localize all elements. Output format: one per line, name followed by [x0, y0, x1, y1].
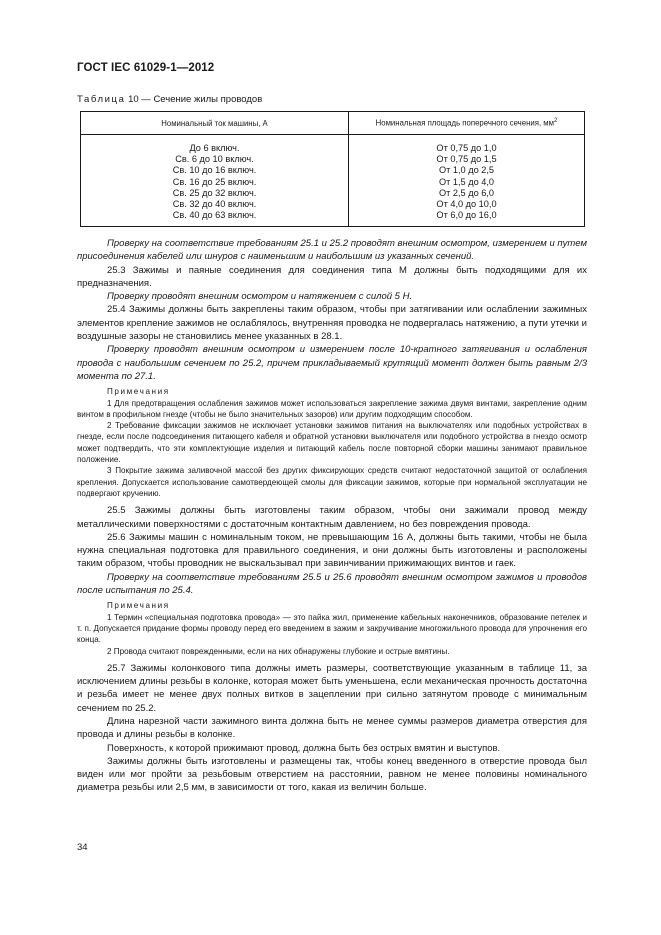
paragraph-25-7: 25.7 Зажимы колонкового типа должны иметь размеры, соответствующие указанным в таблице 11, за исключением длины резьбы в колонке, которая может быть уменьшена, если механическая прочность достаточна и резьба имеет не менее двух полных витков в зацеплении при сильно затянутом проводе с минимальным сечением по 25.2.: [77, 662, 587, 714]
paragraph-check-25-1-25-2: Проверку на соответствие требованиям 25.1 и 25.2 проводят внешним осмотром, измерением и путем присоединения кабелей или шнуров с наименьшим и наибольшим из указанных сечений.: [77, 238, 587, 263]
note-item: 1 Для предотвращения ослабления зажимов может использоваться закрепление зажима двумя винтами, закрепление одним винтом в профильном гнезде (чтобы не было значительных зазоров) или другим подходящим способом.: [77, 398, 587, 419]
note-item: 3 Покрытие зажима заливочной массой без других фиксирующих средств считают недостаточной защитой от ослабления крепления. Допускается использование самотвердеющей смолы для фиксации зажимов, которые при нормальной эксплуатации не подвергают кручению.: [77, 466, 587, 498]
table-cell-area: От 0,75 до 1,0: [436, 143, 497, 153]
table-area-column: [349, 135, 585, 227]
page-number: 34: [77, 842, 88, 853]
paragraph-check-25-3: Проверку проводят внешним осмотром и натяжением с силой 5 Н.: [107, 291, 413, 303]
paragraph-screw-length: Длина нарезной части зажимного винта должна быть не менее суммы размеров диаметра отверстия для провода и длины резьбы в колонке.: [77, 715, 587, 741]
wire-section-table: [80, 111, 585, 227]
paragraph-25-4: 25.4 Зажимы должны быть закреплены таким образом, чтобы при затягивании или ослаблении зажимных элементов крепление зажимов не ослаблялось, внутренняя проводка не подвергалась натяжению, а пути утечки и воздушные зазоры не становились менее указанных в 28.1.: [77, 304, 587, 343]
table-cell-area: От 1,5 до 4,0: [438, 176, 495, 187]
table-cell-area: От 2,5 до 6,0: [438, 187, 495, 198]
paragraph-25-6: 25.6 Зажимы машин с номинальным током, не превышающим 16 А, должны быть такими, чтобы не была нужна специальная подготовка для правильного соединения, и они должны быть изготовлены и расположены таким образом, чтобы проводник не выскальзывал при завинчивании прижимающих винтов и гаек.: [77, 531, 587, 570]
table-header-current: Номинальный ток машины, А: [81, 112, 349, 135]
note-item: 2 Провода считают поврежденными, если на них обнаружены глубокие и острые вмятины.: [107, 646, 450, 656]
table-cell-current: Св. 6 до 10 включ.: [175, 154, 254, 165]
paragraph-25-3: 25.3 Зажимы и паяные соединения для соединения типа M должны быть подходящими для их предназначения.: [77, 264, 587, 289]
table-header-area: [349, 112, 585, 135]
table-cell-area: От 6,0 до 16,0: [436, 210, 497, 221]
table-header-area-sup: 2: [554, 118, 558, 125]
table-cell-current: Св. 25 до 32 включ.: [172, 187, 257, 198]
table-header-area-label: Номинальная площадь поперечного сечения, мм: [375, 118, 555, 128]
table-header-row: [81, 112, 585, 135]
table-caption: [77, 94, 262, 105]
notes-heading: Примечания: [107, 601, 170, 611]
notes-block-1: [77, 386, 587, 499]
note-item: 1 Термин «специальная подготовка провода» — это пайка жил, применение кабельных наконечников, образование петелек и т. п. Допускается придание формы проводу перед его введением в зажим и закручивание многожильного провода для упрочнения его конца.: [77, 612, 587, 645]
table-cell-current: Св. 40 до 63 включ.: [172, 210, 257, 221]
paragraph-check-25-5-25-6: Проверку на соответствие требованиям 25.5 и 25.6 проводят внешним осмотром зажимов и проводов после испытания по 25.4.: [77, 571, 587, 597]
paragraph-terminal-placement: Зажимы должны быть изготовлены и размещены так, чтобы конец введенного в отверстие провода был виден или мог пройти за резьбовым отверстием на расстоянии, равном не менее половины номинального диаметра резьбы или 2,5 мм, в зависимости от того, какая из величин больше.: [77, 755, 587, 794]
table-cell-current: Св. 10 до 16 включ.: [172, 165, 257, 176]
table-cell-current: До 6 включ.: [189, 143, 240, 153]
body-text: [77, 237, 587, 795]
table-body-row: [81, 135, 585, 227]
table-cell-current: Св. 16 до 25 включ.: [172, 176, 257, 187]
table-caption-label: Таблица: [77, 94, 126, 105]
table-caption-title: 10 — Сечение жилы проводов: [125, 94, 263, 105]
table-current-column: [81, 135, 349, 227]
document-header: ГОСТ IEC 61029-1—2012: [77, 62, 215, 74]
paragraph-surface: Поверхность, к которой прижимают провод, должна быть без острых вмятин и выступов.: [107, 742, 501, 754]
table-cell-area: От 4,0 до 10,0: [436, 199, 497, 210]
table-cell-area: От 0,75 до 1,5: [436, 154, 497, 165]
notes-heading: Примечания: [107, 387, 170, 397]
paragraph-check-25-4: Проверку проводят внешним осмотром и измерением после 10-кратного затягивания и ослабления провода с наибольшим сечением по 25.2, причем прикладываемый крутящий момент должен быть равным 2/3 момента по 27.1.: [77, 344, 587, 382]
table-cell-area: От 1,0 до 2,5: [438, 165, 495, 176]
notes-block-2: [77, 600, 587, 656]
table-cell-current: Св. 32 до 40 включ.: [172, 199, 257, 210]
paragraph-25-5: 25.5 Зажимы должны быть изготовлены таким образом, чтобы они зажимали провод между металлическими поверхностями с достаточным контактным давлением, но без повреждения провода.: [77, 505, 587, 530]
note-item: 2 Требование фиксации зажимов не исключает установки зажимов питания на выключателях или подобных устройствах в гнезде, если после подсоединения питающего кабеля и обратной установки выключателя или подобного устройства в гнездо осмотр может подтвердить, что эти комплектующие изделия и питающий кабель после повторной сборки машины занимают правильное положение.: [77, 421, 587, 465]
